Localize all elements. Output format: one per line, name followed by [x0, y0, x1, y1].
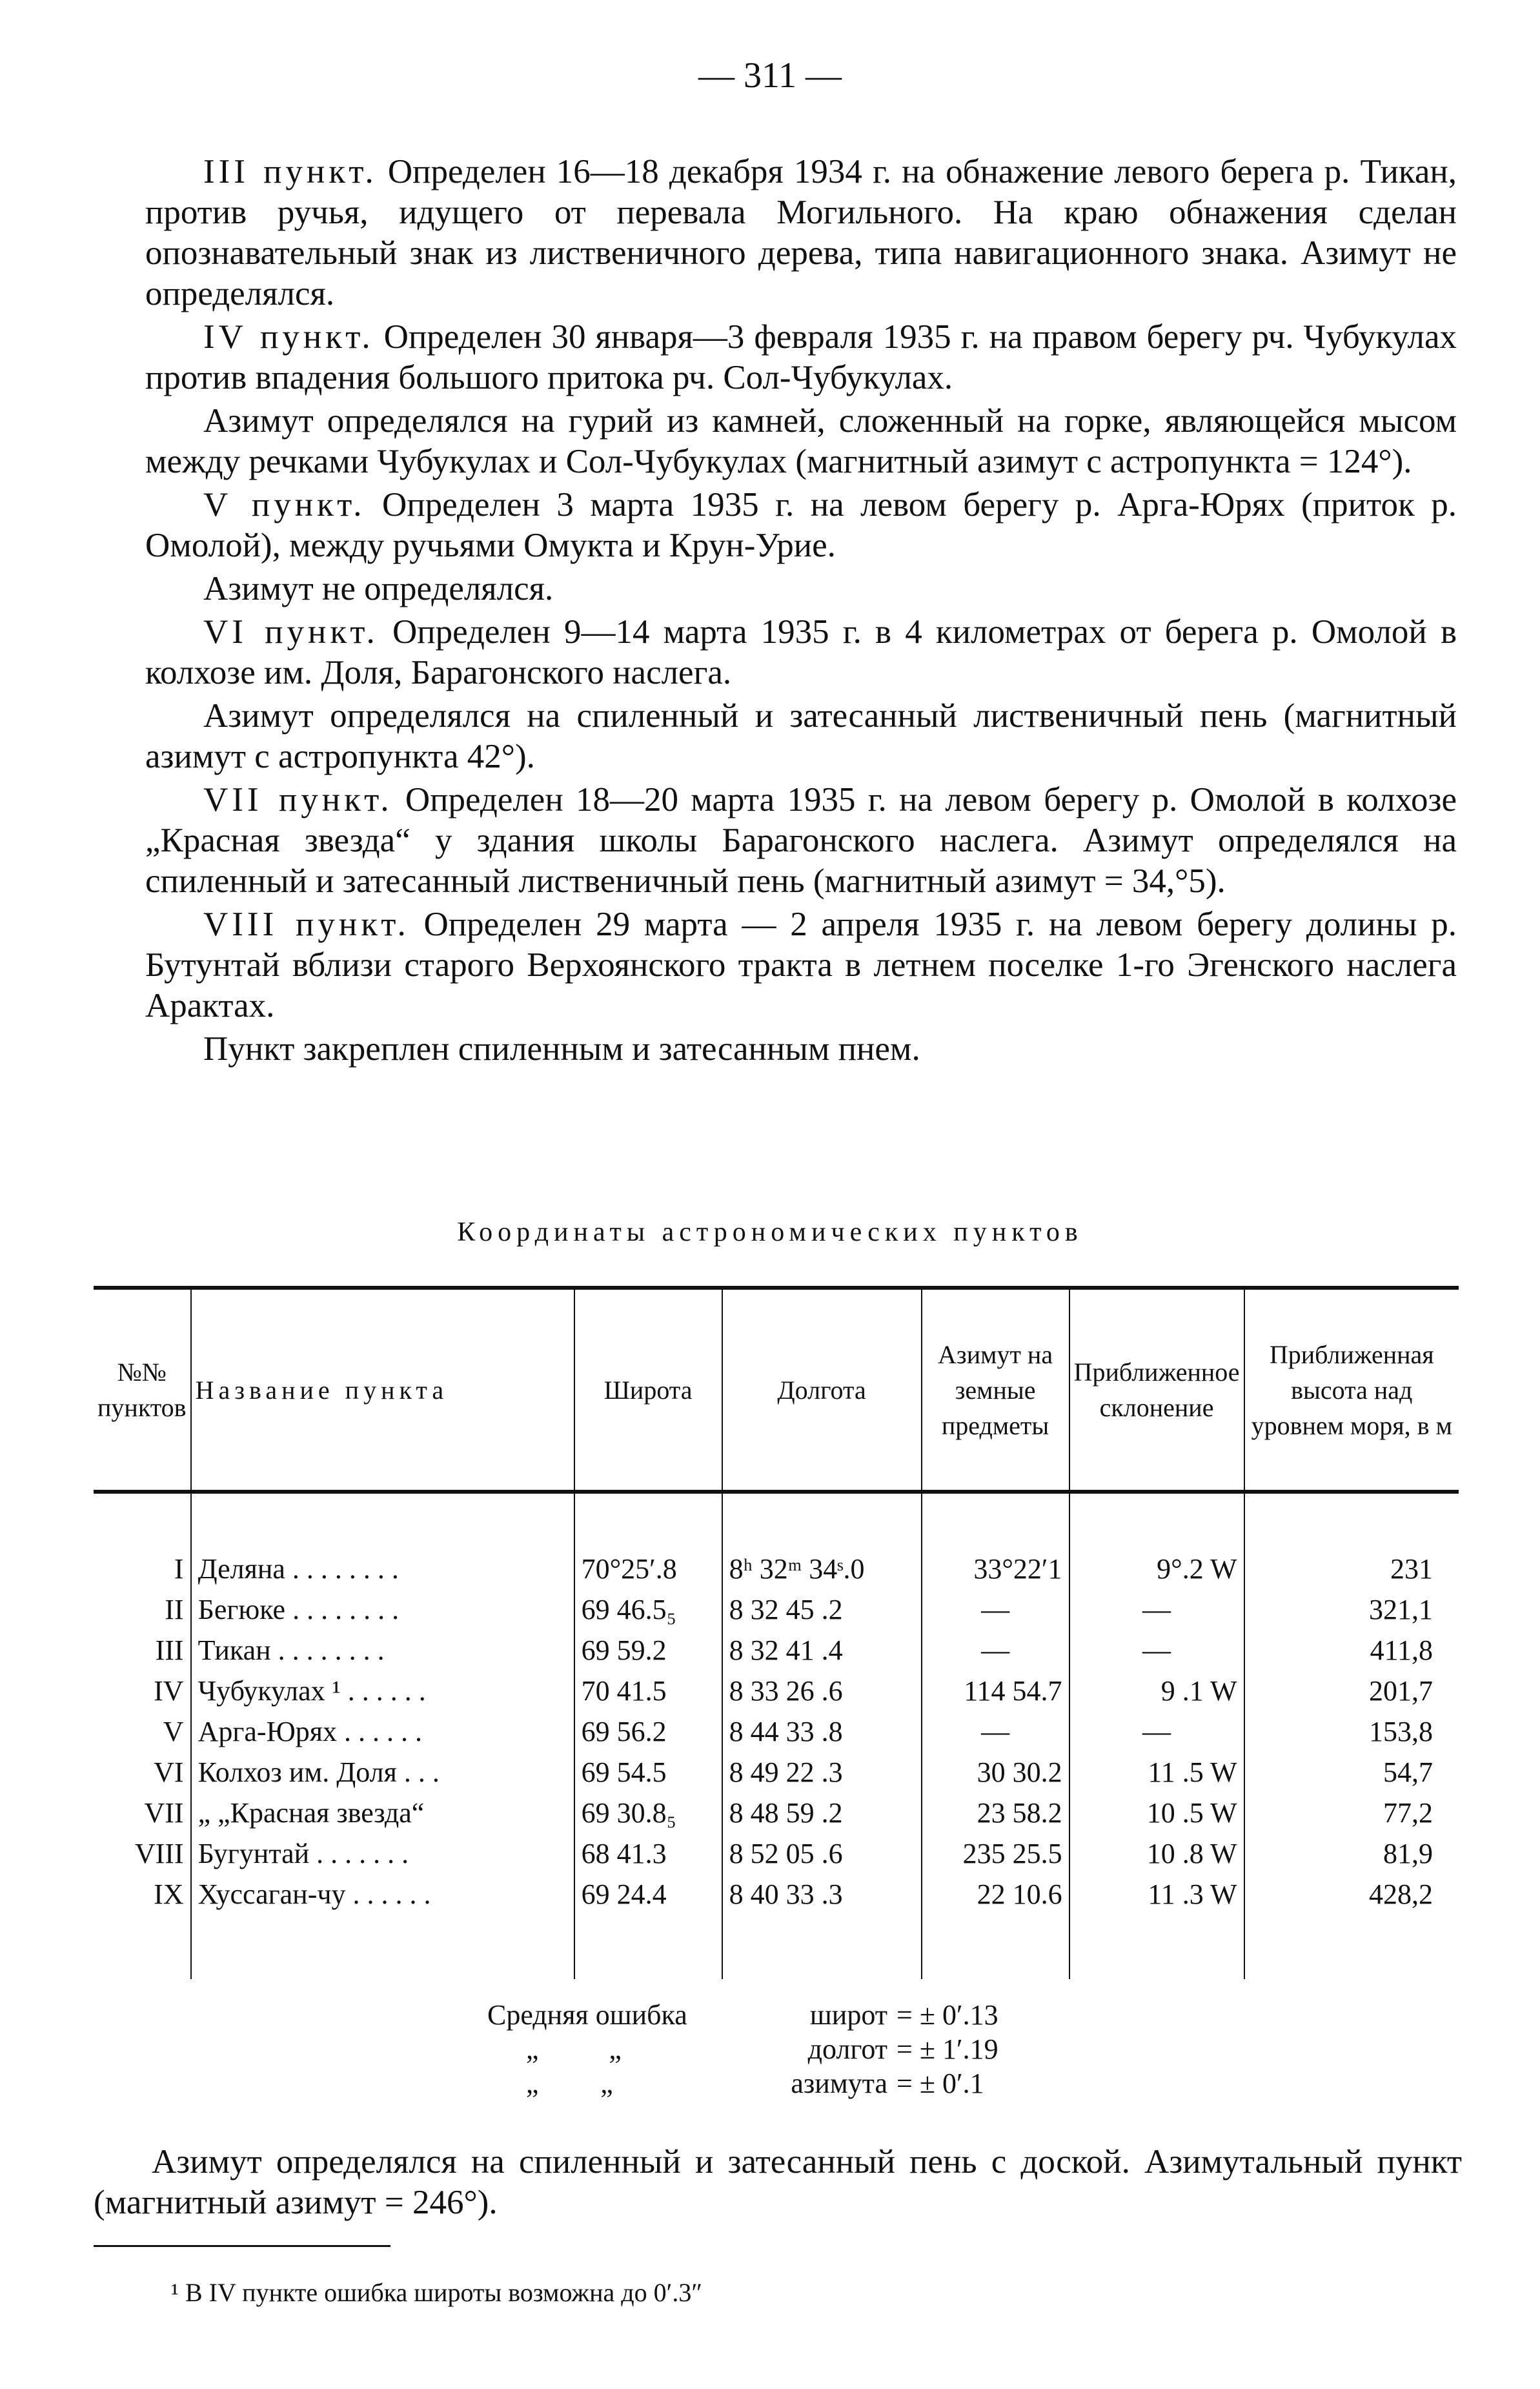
spacer-cell: [94, 1915, 191, 1979]
paragraph: [145, 485, 1457, 566]
summary-quantity: широт: [809, 1999, 887, 2031]
point-label: V пункт.: [203, 486, 366, 524]
table-row: [94, 1752, 1459, 1793]
cell-name: Арга-Юрях . . . . . .: [191, 1711, 574, 1752]
table-row: [94, 1833, 1459, 1874]
table-header-row: [94, 1288, 1459, 1492]
cell-name: Тикан . . . . . . . .: [191, 1630, 574, 1671]
final-paragraph: [94, 2142, 1462, 2223]
header-declination: Приближенное склонение: [1069, 1288, 1244, 1492]
cell-latitude: 70 41.5: [574, 1671, 722, 1711]
cell-azimuth: 114 54.7: [922, 1671, 1069, 1711]
paragraph-text: Определен 30 января—3 февраля 1935 г. на правом берегу рч. Чубукулах против впадения большого притока рч. Сол-Чубукулах.: [145, 318, 1457, 396]
table-row: [94, 1671, 1459, 1711]
summary-row: [487, 1998, 998, 2032]
paragraph: [145, 612, 1457, 693]
cell-number: III: [155, 1634, 184, 1666]
coordinates-table: [94, 1286, 1459, 1979]
paragraph-text: Определен 9—14 марта 1935 г. в 4 километрах от берега р. Омолой в колхозе им. Доля, Барагонского наслега.: [145, 613, 1457, 691]
table-row: [94, 1630, 1459, 1671]
summary-ditto: „: [609, 2033, 622, 2065]
cell-declination: 9 .1 W: [1069, 1671, 1244, 1711]
table-row: [94, 1549, 1459, 1589]
cell-latitude: 69 56.2: [574, 1711, 722, 1752]
cell-azimuth: 30 30.2: [922, 1752, 1069, 1793]
cell-number: IX: [154, 1878, 184, 1910]
cell-height: 153,8: [1244, 1711, 1459, 1752]
paragraph-text: Определен 3 марта 1935 г. на левом берегу р. Арга-Юрях (приток р. Омолой), между ручьями Омукта и Крун-Урие.: [145, 486, 1457, 564]
paragraph-text: Азимут определялся на гурий из камней, сложенный на горке, являющейся мысом между речками Чубукулах и Сол-Чубукулах (магнитный азимут с астропункта = 124°).: [145, 402, 1457, 480]
cell-longitude: 8 48 59 .2: [722, 1793, 922, 1833]
table-row: [94, 1874, 1459, 1915]
cell-latitude: 69 54.5: [574, 1752, 722, 1793]
paragraph: [145, 317, 1457, 398]
cell-azimuth: 23 58.2: [922, 1793, 1069, 1833]
cell-azimuth: 235 25.5: [922, 1833, 1069, 1874]
header-name: Название пункта: [191, 1288, 574, 1492]
cell-number: VIII: [134, 1838, 184, 1869]
paragraph-text: Азимут не определялся.: [203, 570, 554, 607]
header-height: Приближенная высота над уровнем моря, в м: [1244, 1288, 1459, 1492]
point-label: VI пункт.: [203, 613, 379, 651]
point-label: III пункт.: [203, 153, 378, 190]
cell-name: Деляна . . . . . . . .: [191, 1549, 574, 1589]
table-row: [94, 1793, 1459, 1833]
cell-name: Колхоз им. Доля . . .: [191, 1752, 574, 1793]
cell-name: Чубукулах ¹ . . . . . .: [191, 1671, 574, 1711]
cell-declination: 11 .3 W: [1069, 1874, 1244, 1915]
cell-declination: 10 .5 W: [1069, 1793, 1244, 1833]
point-label: VII пункт.: [203, 781, 393, 818]
cell-longitude: 8 33 26 .6: [722, 1671, 922, 1711]
cell-name: Бегюке . . . . . . . .: [191, 1589, 574, 1630]
cell-azimuth: 33°22′1: [922, 1549, 1069, 1589]
cell-latitude: 70°25′.8: [574, 1549, 722, 1589]
cell-declination: —: [1069, 1589, 1244, 1630]
summary-quantity: азимута: [791, 2068, 887, 2099]
spacer-cell: [1069, 1492, 1244, 1549]
paragraph: [145, 569, 1457, 609]
error-summary: [487, 1998, 998, 2100]
cell-declination: 9°.2 W: [1069, 1549, 1244, 1589]
cell-height: 428,2: [1244, 1874, 1459, 1915]
body-text: [145, 152, 1457, 1072]
paragraph-text: Пункт закреплен спиленным и затесанным пнем.: [203, 1030, 920, 1068]
point-label: IV пункт.: [203, 318, 374, 356]
spacer-cell: [94, 1492, 191, 1549]
cell-longitude: 8 52 05 .6: [722, 1833, 922, 1874]
cell-number: IV: [154, 1675, 184, 1707]
cell-number: V: [163, 1716, 184, 1747]
cell-azimuth: —: [922, 1711, 1069, 1752]
summary-quantity: долгот: [807, 2033, 887, 2065]
point-label: VIII пункт.: [203, 906, 410, 943]
cell-latitude: 69 46.5₅: [574, 1589, 722, 1630]
summary-value: = ± 0′.1: [897, 2068, 984, 2099]
header-azimuth: Азимут на земные предметы: [922, 1288, 1069, 1492]
paragraph-text: Азимут определялся на спиленный и затесанный лиственичный пень (магнитный азимут с астропункта 42°).: [145, 697, 1457, 775]
spacer-cell: [922, 1915, 1069, 1979]
paragraph: [145, 401, 1457, 482]
cell-name: Хуссаган-чу . . . . . .: [191, 1874, 574, 1915]
spacer-cell: [722, 1492, 922, 1549]
paragraph-text: Определен 29 марта — 2 апреля 1935 г. на левом берегу долины р. Бутунтай вблизи старого Верхоянского тракта в летнем поселке 1-го Эгенского наслега Арактах.: [145, 906, 1457, 1024]
header-longitude: Долгота: [722, 1288, 922, 1492]
cell-latitude: 68 41.3: [574, 1833, 722, 1874]
final-text: Азимут определялся на спиленный и затесанный пень с доской. Азимутальный пункт (магнитный азимут = 246°).: [94, 2143, 1462, 2221]
spacer-cell: [1244, 1915, 1459, 1979]
spacer-cell: [574, 1492, 722, 1549]
summary-label: „: [526, 2033, 539, 2065]
cell-name: Бугунтай . . . . . . .: [191, 1833, 574, 1874]
table-row: [94, 1711, 1459, 1752]
summary-value: = ± 0′.13: [897, 1999, 998, 2031]
cell-longitude: 8 32 41 .4: [722, 1630, 922, 1671]
summary-label: Средняя ошибка: [487, 1999, 687, 2031]
cell-number: I: [174, 1553, 184, 1585]
paragraph: [145, 152, 1457, 314]
cell-name: „ „Красная звезда“: [191, 1793, 574, 1833]
cell-height: 81,9: [1244, 1833, 1459, 1874]
cell-latitude: 69 59.2: [574, 1630, 722, 1671]
cell-height: 54,7: [1244, 1752, 1459, 1793]
cell-height: 321,1: [1244, 1589, 1459, 1630]
spacer-cell: [1244, 1492, 1459, 1549]
spacer-cell: [722, 1915, 922, 1979]
page-number: — 311 —: [698, 56, 842, 96]
cell-longitude: 8 44 33 .8: [722, 1711, 922, 1752]
cell-azimuth: —: [922, 1630, 1069, 1671]
cell-latitude: 69 30.8₅: [574, 1793, 722, 1833]
cell-number: VII: [144, 1797, 184, 1829]
spacer-cell: [191, 1915, 574, 1979]
spacer-cell: [922, 1492, 1069, 1549]
spacer-cell: [1069, 1915, 1244, 1979]
cell-number: II: [165, 1594, 184, 1625]
spacer-cell: [191, 1492, 574, 1549]
header-latitude: Широта: [574, 1288, 722, 1492]
paragraph-text: Определен 16—18 декабря 1934 г. на обнажение левого берега р. Тикан, против ручья, идущего от перевала Могильного. На краю обнажения сделан опознавательный знак из лиственичного дерева, типа навигационного знака. Азимут не определялся.: [145, 153, 1457, 312]
summary-row: [487, 2032, 998, 2066]
paragraph: [145, 780, 1457, 902]
cell-longitude: 8 49 22 .3: [722, 1752, 922, 1793]
cell-height: 411,8: [1244, 1630, 1459, 1671]
header-number: №№ пунктов: [94, 1288, 191, 1492]
cell-longitude: 8 32 45 .2: [722, 1589, 922, 1630]
cell-azimuth: 22 10.6: [922, 1874, 1069, 1915]
paragraph: [145, 1029, 1457, 1070]
summary-ditto: „: [600, 2068, 613, 2099]
table-caption: Координаты астрономических пунктов: [457, 1217, 1083, 1247]
cell-declination: —: [1069, 1630, 1244, 1671]
cell-longitude: 8 40 33 .3: [722, 1874, 922, 1915]
spacer-cell: [574, 1915, 722, 1979]
paragraph: [145, 696, 1457, 777]
cell-height: 77,2: [1244, 1793, 1459, 1833]
cell-declination: —: [1069, 1711, 1244, 1752]
cell-height: 201,7: [1244, 1671, 1459, 1711]
cell-height: 231: [1244, 1549, 1459, 1589]
spacer-row: [94, 1492, 1459, 1549]
paragraph-text: Определен 18—20 марта 1935 г. на левом берегу р. Омолой в колхозе „Красная звезда“ у здания школы Барагонского наслега. Азимут определялся на спиленный и затесанный лиственичный пень (магнитный азимут = 34,°5).: [145, 781, 1457, 900]
footnote: ¹ В IV пункте ошибка широты возможна до 0′.3″: [171, 2278, 703, 2307]
cell-azimuth: —: [922, 1589, 1069, 1630]
cell-latitude: 69 24.4: [574, 1874, 722, 1915]
footnote-divider: [94, 2245, 390, 2247]
summary-row: [487, 2066, 998, 2100]
spacer-row: [94, 1915, 1459, 1979]
paragraph: [145, 904, 1457, 1026]
cell-number: VI: [154, 1756, 184, 1788]
summary-value: = ± 1′.19: [897, 2033, 998, 2065]
cell-declination: 11 .5 W: [1069, 1752, 1244, 1793]
summary-label: „: [526, 2068, 539, 2099]
cell-longitude: 8ʰ 32ᵐ 34ˢ.0: [722, 1549, 922, 1589]
table-row: [94, 1589, 1459, 1630]
cell-declination: 10 .8 W: [1069, 1833, 1244, 1874]
